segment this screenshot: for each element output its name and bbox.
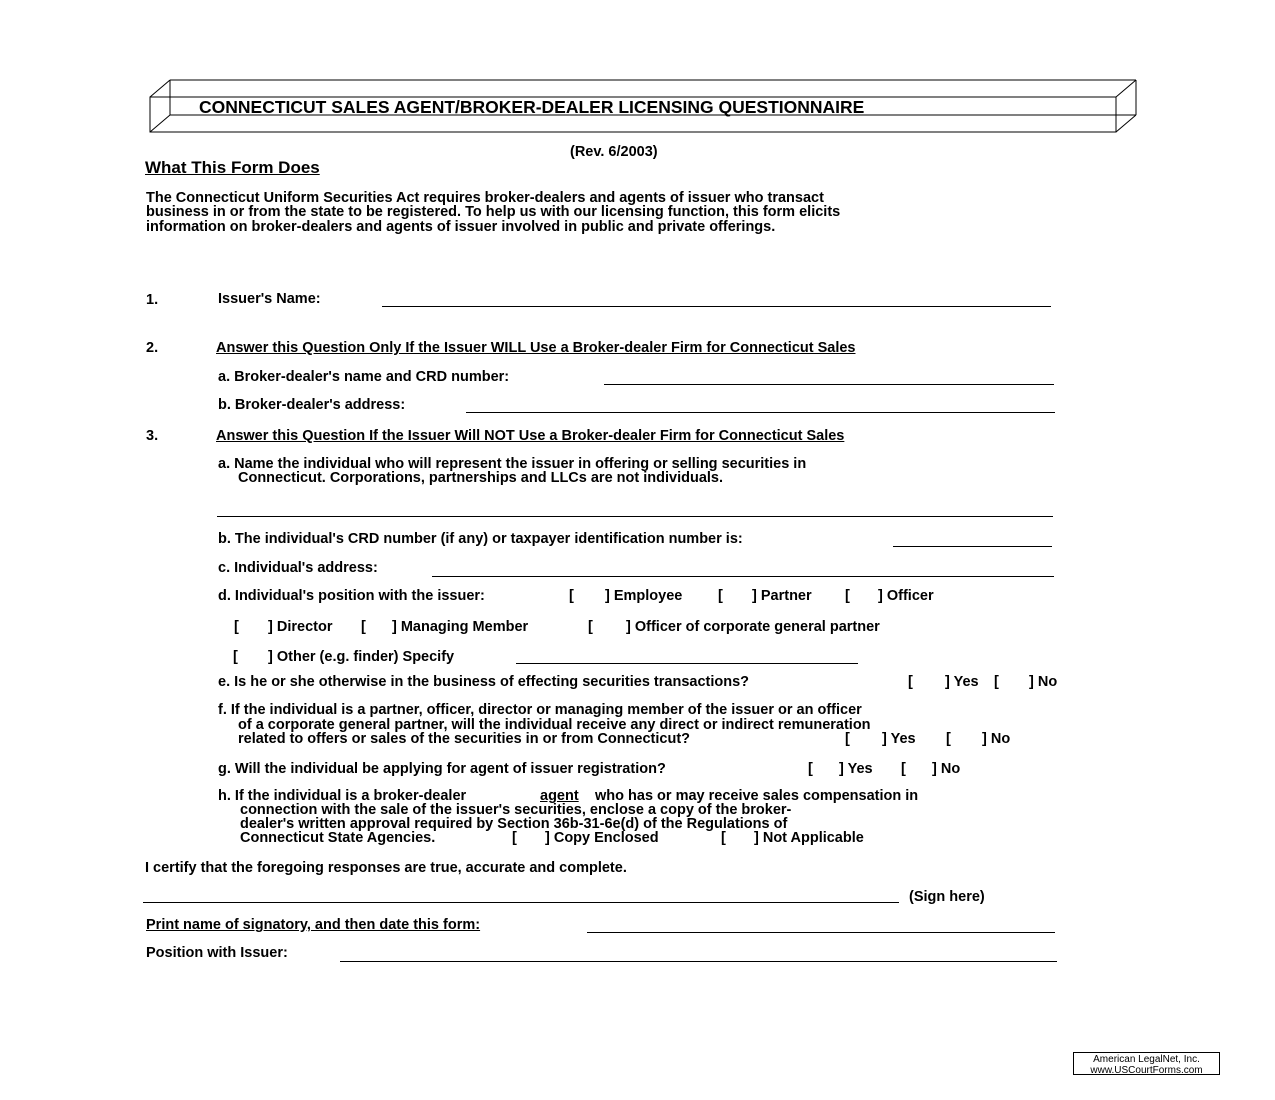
position-with-issuer-label: Position with Issuer: bbox=[146, 945, 288, 961]
copy-enclosed-checkbox[interactable]: [ bbox=[512, 830, 517, 846]
not-applicable-label: ] Not Applicable bbox=[754, 830, 864, 846]
broker-dealer-name-field[interactable] bbox=[604, 384, 1054, 385]
g-yes-label: ] Yes bbox=[839, 761, 873, 777]
securities-business-question: e. Is he or she otherwise in the business of effecting securities transactions? bbox=[218, 674, 750, 690]
e-no-checkbox[interactable]: [ bbox=[994, 674, 999, 690]
individual-name-field[interactable] bbox=[217, 516, 1053, 517]
f-question-line: of a corporate general partner, will the individual receive any direct or indirect remuneration bbox=[238, 717, 871, 733]
intro-line: The Connecticut Uniform Securities Act requires broker-dealers and agents of issuer who transact bbox=[146, 190, 824, 206]
g-no-label: ] No bbox=[932, 761, 961, 777]
crd-number-field[interactable] bbox=[893, 546, 1052, 547]
position-label: d. Individual's position with the issuer: bbox=[218, 588, 485, 604]
broker-dealer-name-label: a. Broker-dealer's name and CRD number: bbox=[218, 369, 510, 385]
q3a-line: a. Name the individual who will represent the issuer in offering or selling securities in bbox=[218, 456, 807, 472]
officer-corporate-checkbox[interactable]: [ bbox=[588, 619, 593, 635]
director-label: ] Director bbox=[268, 619, 333, 635]
g-yes-checkbox[interactable]: [ bbox=[808, 761, 813, 777]
print-name-field[interactable] bbox=[587, 932, 1055, 933]
footer-stamp bbox=[1073, 1052, 1220, 1075]
q1-number: 1. bbox=[146, 292, 159, 308]
agent-registration-question: g. Will the individual be applying for agent of issuer registration? bbox=[218, 761, 666, 777]
sign-here-label: (Sign here) bbox=[909, 889, 985, 905]
title-box-frame bbox=[0, 0, 1275, 140]
e-yes-label: ] Yes bbox=[945, 674, 979, 690]
h-question-start: h. If the individual is a broker-dealer bbox=[218, 788, 467, 804]
officer-checkbox[interactable]: [ bbox=[845, 588, 850, 604]
q3a-line: Connecticut. Corporations, partnerships and LLCs are not individuals. bbox=[238, 470, 723, 486]
managing-member-checkbox[interactable]: [ bbox=[361, 619, 366, 635]
e-yes-checkbox[interactable]: [ bbox=[908, 674, 913, 690]
broker-dealer-address-label: b. Broker-dealer's address: bbox=[218, 397, 406, 413]
h-question-line: connection with the sale of the issuer's securities, enclose a copy of the broker- bbox=[240, 802, 792, 818]
g-no-checkbox[interactable]: [ bbox=[901, 761, 906, 777]
signature-field[interactable] bbox=[143, 902, 899, 903]
copy-enclosed-label: ] Copy Enclosed bbox=[545, 830, 659, 846]
director-checkbox[interactable]: [ bbox=[234, 619, 239, 635]
officer-label: ] Officer bbox=[878, 588, 934, 604]
revision-date: (Rev. 6/2003) bbox=[570, 144, 658, 160]
intro-line: information on broker-dealers and agents of issuer involved in public and private offerings. bbox=[146, 219, 776, 235]
certification-statement: I certify that the foregoing responses are true, accurate and complete. bbox=[145, 860, 627, 876]
h-question-line: dealer's written approval required by Section 36b-31-6e(d) of the Regulations of bbox=[240, 816, 788, 832]
f-no-checkbox[interactable]: [ bbox=[946, 731, 951, 747]
partner-label: ] Partner bbox=[752, 588, 812, 604]
q3-number: 3. bbox=[146, 428, 159, 444]
employee-checkbox[interactable]: [ bbox=[569, 588, 574, 604]
f-yes-label: ] Yes bbox=[882, 731, 916, 747]
employee-label: ] Employee bbox=[605, 588, 683, 604]
footer-website[interactable]: www.USCourtForms.com bbox=[1090, 1065, 1203, 1076]
other-label: ] Other (e.g. finder) Specify bbox=[268, 649, 455, 665]
f-yes-checkbox[interactable]: [ bbox=[845, 731, 850, 747]
crd-number-label: b. The individual's CRD number (if any) or taxpayer identification number is: bbox=[218, 531, 743, 547]
officer-corporate-label: ] Officer of corporate general partner bbox=[626, 619, 880, 635]
position-with-issuer-field[interactable] bbox=[340, 961, 1057, 962]
other-checkbox[interactable]: [ bbox=[233, 649, 238, 665]
intro-heading: What This Form Does bbox=[145, 158, 320, 177]
footer-company: American LegalNet, Inc. bbox=[1093, 1054, 1200, 1065]
partner-checkbox[interactable]: [ bbox=[718, 588, 723, 604]
q2-number: 2. bbox=[146, 340, 159, 356]
intro-line: business in or from the state to be registered. To help us with our licensing function, this form elicits bbox=[146, 204, 841, 220]
h-agent-word: agent bbox=[540, 788, 579, 804]
q3-heading: Answer this Question If the Issuer Will NOT Use a Broker-dealer Firm for Connecticut Sales bbox=[216, 428, 845, 444]
form-title: CONNECTICUT SALES AGENT/BROKER-DEALER LICENSING QUESTIONNAIRE bbox=[199, 97, 865, 117]
other-specify-field[interactable] bbox=[516, 663, 858, 664]
q2-heading: Answer this Question Only If the Issuer WILL Use a Broker-dealer Firm for Connecticut Sales bbox=[216, 340, 856, 356]
h-question-end: who has or may receive sales compensation in bbox=[595, 788, 919, 804]
f-question-line: f. If the individual is a partner, officer, director or managing member of the issuer or an officer bbox=[218, 702, 862, 718]
not-applicable-checkbox[interactable]: [ bbox=[721, 830, 726, 846]
individual-address-field[interactable] bbox=[432, 576, 1054, 577]
broker-dealer-address-field[interactable] bbox=[466, 412, 1055, 413]
e-no-label: ] No bbox=[1029, 674, 1058, 690]
f-question-line: related to offers or sales of the securities in or from Connecticut? bbox=[238, 731, 691, 747]
print-name-label: Print name of signatory, and then date this form: bbox=[146, 917, 481, 933]
issuer-name-label: Issuer's Name: bbox=[218, 291, 321, 307]
individual-address-label: c. Individual's address: bbox=[218, 560, 378, 576]
f-no-label: ] No bbox=[982, 731, 1011, 747]
h-question-line: Connecticut State Agencies. bbox=[240, 830, 436, 846]
issuer-name-field[interactable] bbox=[382, 306, 1051, 307]
managing-member-label: ] Managing Member bbox=[392, 619, 529, 635]
